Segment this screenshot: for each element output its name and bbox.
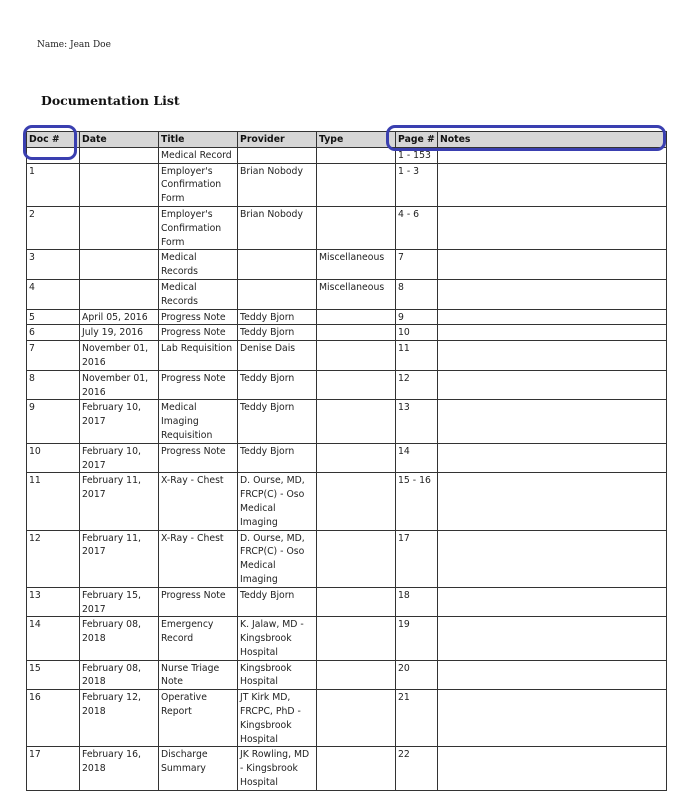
cell-title: Medical Records xyxy=(159,279,238,309)
cell-page-number: 18 xyxy=(396,587,438,617)
cell-type xyxy=(317,400,396,443)
cell-title: X-Ray - Chest xyxy=(159,473,238,530)
cell-notes xyxy=(438,660,667,690)
cell-doc-number: 1 xyxy=(27,163,80,206)
cell-date xyxy=(80,206,159,249)
cell-type xyxy=(317,443,396,473)
header-notes: Notes xyxy=(438,132,667,148)
cell-page-number: 1 - 3 xyxy=(396,163,438,206)
cell-provider: Kingsbrook Hospital xyxy=(238,660,317,690)
table-row xyxy=(27,747,667,790)
cell-notes xyxy=(438,587,667,617)
cell-title: Progress Note xyxy=(159,587,238,617)
cell-type: Miscellaneous xyxy=(317,279,396,309)
cell-page-number: 20 xyxy=(396,660,438,690)
cell-page-number: 17 xyxy=(396,530,438,587)
cell-title: Medical Records xyxy=(159,250,238,280)
cell-date xyxy=(80,163,159,206)
table-header-row xyxy=(27,132,667,148)
cell-page-number: 9 xyxy=(396,309,438,325)
table-row xyxy=(27,206,667,249)
cell-provider: Brian Nobody xyxy=(238,206,317,249)
cell-provider: Denise Dais xyxy=(238,341,317,371)
cell-date: July 19, 2016 xyxy=(80,325,159,341)
header-title: Title xyxy=(159,132,238,148)
table-row xyxy=(27,443,667,473)
cell-doc-number: 8 xyxy=(27,370,80,400)
cell-page-number: 15 - 16 xyxy=(396,473,438,530)
cell-date: February 16, 2018 xyxy=(80,747,159,790)
cell-notes xyxy=(438,473,667,530)
cell-title: Nurse Triage Note xyxy=(159,660,238,690)
cell-date: February 11, 2017 xyxy=(80,530,159,587)
cell-notes xyxy=(438,279,667,309)
cell-date: February 15, 2017 xyxy=(80,587,159,617)
cell-title: Emergency Record xyxy=(159,617,238,660)
cell-notes xyxy=(438,206,667,249)
header-page-number: Page # xyxy=(396,132,438,148)
table-row xyxy=(27,400,667,443)
cell-doc-number: 11 xyxy=(27,473,80,530)
cell-type xyxy=(317,617,396,660)
cell-doc-number: 6 xyxy=(27,325,80,341)
cell-provider: Teddy Bjorn xyxy=(238,309,317,325)
cell-doc-number: 5 xyxy=(27,309,80,325)
cell-doc-number: 2 xyxy=(27,206,80,249)
cell-type xyxy=(317,530,396,587)
cell-doc-number: 9 xyxy=(27,400,80,443)
header-type: Type xyxy=(317,132,396,148)
cell-date: November 01, 2016 xyxy=(80,341,159,371)
cell-title: Discharge Summary xyxy=(159,747,238,790)
table-row xyxy=(27,163,667,206)
cell-provider: Brian Nobody xyxy=(238,163,317,206)
cell-title: Lab Requisition xyxy=(159,341,238,371)
cell-page-number: 1 - 153 xyxy=(396,147,438,163)
cell-notes xyxy=(438,747,667,790)
cell-page-number: 22 xyxy=(396,747,438,790)
table-row xyxy=(27,341,667,371)
cell-title: Employer's Confirmation Form xyxy=(159,163,238,206)
cell-provider: D. Ourse, MD, FRCP(C) - Oso Medical Imaging xyxy=(238,473,317,530)
table-row xyxy=(27,250,667,280)
cell-type xyxy=(317,660,396,690)
cell-doc-number: 15 xyxy=(27,660,80,690)
cell-page-number: 10 xyxy=(396,325,438,341)
cell-date: February 10, 2017 xyxy=(80,400,159,443)
cell-date xyxy=(80,250,159,280)
cell-notes xyxy=(438,309,667,325)
cell-type xyxy=(317,341,396,371)
cell-type xyxy=(317,163,396,206)
cell-provider: Teddy Bjorn xyxy=(238,587,317,617)
cell-notes xyxy=(438,341,667,371)
cell-notes xyxy=(438,617,667,660)
cell-date: November 01, 2016 xyxy=(80,370,159,400)
cell-doc-number: 16 xyxy=(27,690,80,747)
cell-title: Employer's Confirmation Form xyxy=(159,206,238,249)
cell-page-number: 7 xyxy=(396,250,438,280)
patient-name: Name: Jean Doe xyxy=(37,40,111,50)
header-provider: Provider xyxy=(238,132,317,148)
cell-title: Medical Imaging Requisition xyxy=(159,400,238,443)
table-row xyxy=(27,370,667,400)
cell-doc-number: 14 xyxy=(27,617,80,660)
cell-provider xyxy=(238,147,317,163)
cell-date: February 08, 2018 xyxy=(80,660,159,690)
header-date: Date xyxy=(80,132,159,148)
cell-page-number: 8 xyxy=(396,279,438,309)
cell-page-number: 19 xyxy=(396,617,438,660)
cell-notes xyxy=(438,163,667,206)
cell-title: X-Ray - Chest xyxy=(159,530,238,587)
cell-notes xyxy=(438,530,667,587)
cell-provider: Teddy Bjorn xyxy=(238,325,317,341)
cell-title: Progress Note xyxy=(159,443,238,473)
cell-type xyxy=(317,747,396,790)
table-row xyxy=(27,530,667,587)
cell-doc-number: 12 xyxy=(27,530,80,587)
cell-date: February 10, 2017 xyxy=(80,443,159,473)
cell-doc-number: 7 xyxy=(27,341,80,371)
cell-doc-number: 4 xyxy=(27,279,80,309)
cell-provider: JT Kirk MD, FRCPC, PhD - Kingsbrook Hospital xyxy=(238,690,317,747)
cell-date: April 05, 2016 xyxy=(80,309,159,325)
cell-doc-number: 17 xyxy=(27,747,80,790)
cell-date xyxy=(80,147,159,163)
table-row xyxy=(27,587,667,617)
cell-notes xyxy=(438,690,667,747)
cell-title: Operative Report xyxy=(159,690,238,747)
cell-title: Progress Note xyxy=(159,370,238,400)
cell-type xyxy=(317,147,396,163)
cell-date xyxy=(80,279,159,309)
table-row xyxy=(27,690,667,747)
cell-type xyxy=(317,473,396,530)
cell-type xyxy=(317,370,396,400)
cell-type xyxy=(317,309,396,325)
cell-notes xyxy=(438,400,667,443)
cell-title: Progress Note xyxy=(159,325,238,341)
cell-notes xyxy=(438,147,667,163)
table-row xyxy=(27,473,667,530)
cell-provider: Teddy Bjorn xyxy=(238,370,317,400)
cell-page-number: 14 xyxy=(396,443,438,473)
cell-provider: K. Jalaw, MD - Kingsbrook Hospital xyxy=(238,617,317,660)
cell-provider: Teddy Bjorn xyxy=(238,443,317,473)
cell-page-number: 11 xyxy=(396,341,438,371)
table-row xyxy=(27,660,667,690)
cell-type xyxy=(317,690,396,747)
table-row xyxy=(27,309,667,325)
cell-provider xyxy=(238,250,317,280)
cell-date: February 12, 2018 xyxy=(80,690,159,747)
cell-type xyxy=(317,206,396,249)
cell-type: Miscellaneous xyxy=(317,250,396,280)
cell-doc-number: 3 xyxy=(27,250,80,280)
cell-title: Progress Note xyxy=(159,309,238,325)
cell-provider xyxy=(238,279,317,309)
table-row xyxy=(27,617,667,660)
cell-doc-number xyxy=(27,147,80,163)
cell-page-number: 4 - 6 xyxy=(396,206,438,249)
table-row xyxy=(27,325,667,341)
cell-page-number: 13 xyxy=(396,400,438,443)
section-title: Documentation List xyxy=(41,93,180,108)
cell-page-number: 21 xyxy=(396,690,438,747)
cell-notes xyxy=(438,443,667,473)
cell-page-number: 12 xyxy=(396,370,438,400)
cell-type xyxy=(317,325,396,341)
cell-provider: Teddy Bjorn xyxy=(238,400,317,443)
cell-notes xyxy=(438,370,667,400)
table-row xyxy=(27,147,667,163)
cell-date: February 11, 2017 xyxy=(80,473,159,530)
cell-notes xyxy=(438,250,667,280)
documentation-table xyxy=(26,131,667,791)
cell-doc-number: 13 xyxy=(27,587,80,617)
table-row xyxy=(27,279,667,309)
cell-title: Medical Record xyxy=(159,147,238,163)
cell-type xyxy=(317,587,396,617)
cell-notes xyxy=(438,325,667,341)
cell-provider: JK Rowling, MD - Kingsbrook Hospital xyxy=(238,747,317,790)
cell-date: February 08, 2018 xyxy=(80,617,159,660)
cell-doc-number: 10 xyxy=(27,443,80,473)
header-doc-number: Doc # xyxy=(27,132,80,148)
cell-provider: D. Ourse, MD, FRCP(C) - Oso Medical Imaging xyxy=(238,530,317,587)
